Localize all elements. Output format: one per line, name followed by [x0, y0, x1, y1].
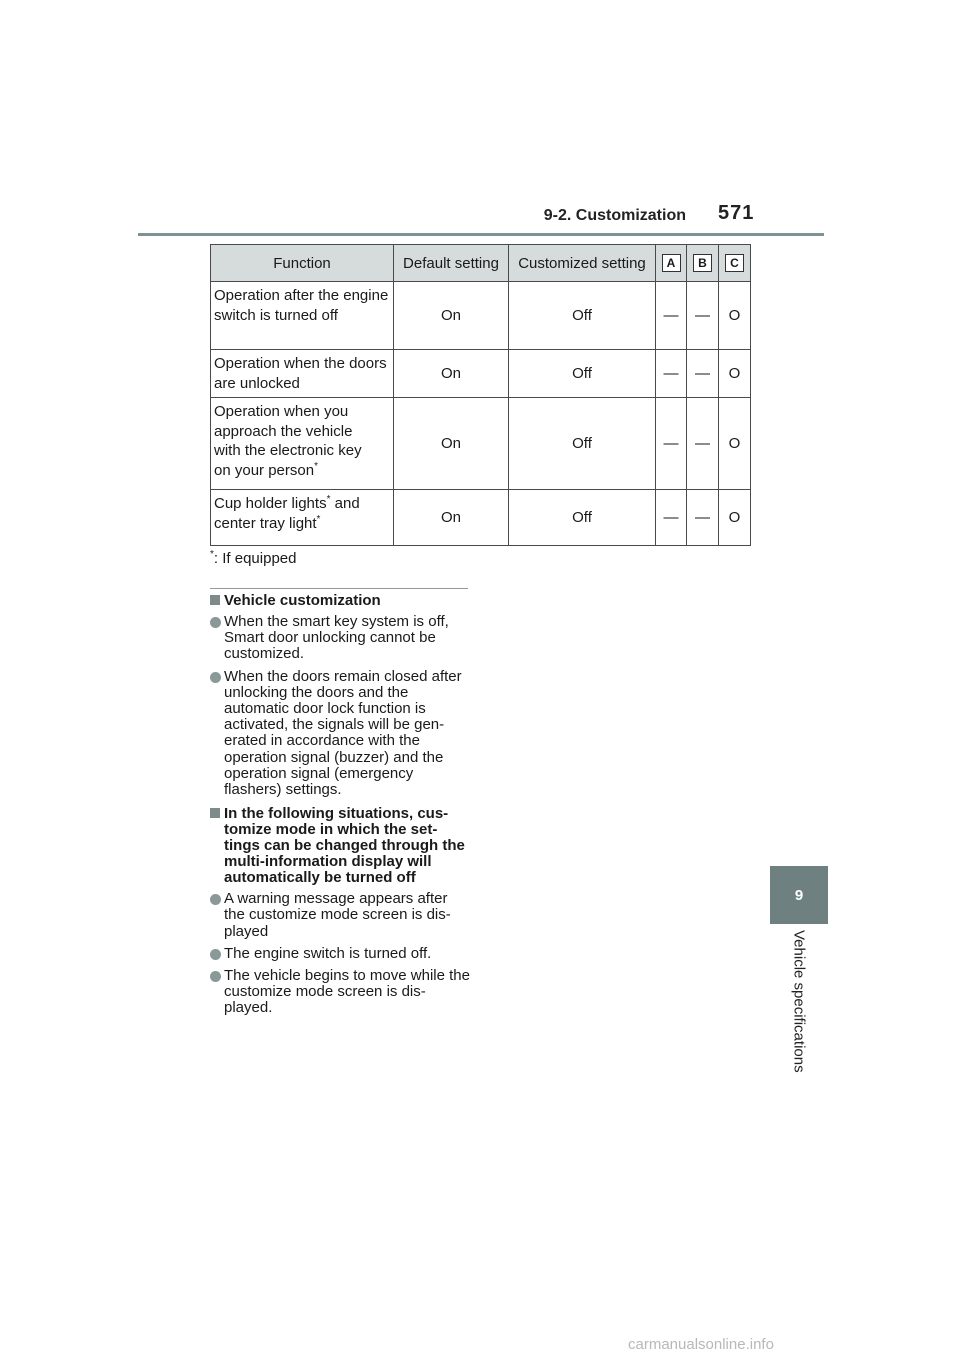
c-cell: O [719, 398, 751, 490]
bullet-text: A warning message appears after the customize mode screen is dis- played [224, 890, 451, 940]
notes-divider [210, 588, 468, 589]
customization-table [210, 244, 751, 546]
page-number: 571 [718, 202, 755, 224]
b-cell: — [687, 282, 719, 350]
a-cell: — [656, 282, 687, 350]
header-rule [138, 233, 824, 236]
chapter-tab[interactable] [770, 866, 828, 924]
heading-text: Vehicle customization [224, 592, 381, 609]
b-cell: — [687, 350, 719, 398]
bullet-dot-icon [210, 971, 221, 982]
watermark: carmanualsonline.info [628, 1336, 774, 1353]
function-cell [211, 490, 394, 546]
chapter-title: Vehicle specifications [790, 930, 808, 1073]
customized-cell: Off [509, 350, 656, 398]
square-bullet-icon [210, 595, 220, 605]
table-header-row [211, 245, 751, 282]
list-item [210, 891, 472, 940]
bullet-text: When the doors remain closed after unlocking the doors and the automatic door lock function is activated, the signals will be gen- erated in accordance with the operation signal (buzzer) and the operation signal (emergency flashers) settings. [224, 667, 462, 799]
function-text: and [330, 495, 360, 512]
function-text: Cup holder lights [214, 495, 327, 512]
notes-column [210, 593, 472, 1023]
customized-cell: Off [509, 490, 656, 546]
customized-cell: Off [509, 398, 656, 490]
list-item [210, 669, 472, 799]
bullet-text: The engine switch is turned off. [224, 944, 432, 962]
label-c-badge: C [725, 254, 744, 272]
function-line: on your person [214, 461, 315, 479]
default-cell: On [394, 490, 509, 546]
a-cell: — [656, 398, 687, 490]
a-cell: — [656, 490, 687, 546]
col-function: Function [211, 245, 394, 282]
col-a [656, 245, 687, 282]
label-b-badge: B [693, 254, 712, 272]
c-cell: O [719, 490, 751, 546]
default-cell: On [394, 350, 509, 398]
function-cell [211, 398, 394, 490]
b-cell: — [687, 398, 719, 490]
customized-cell: Off [509, 282, 656, 350]
label-a-badge: A [662, 254, 681, 272]
list-item [210, 946, 472, 962]
section-title: 9-2. Customization [543, 207, 686, 224]
table-row [211, 398, 751, 490]
square-bullet-icon [210, 808, 220, 818]
bullet-text: When the smart key system is off, Smart door unlocking cannot be customized. [224, 613, 449, 663]
table-row [211, 282, 751, 350]
col-b [687, 245, 719, 282]
bullet-dot-icon [210, 949, 221, 960]
col-c [719, 245, 751, 282]
a-cell: — [656, 350, 687, 398]
c-cell: O [719, 350, 751, 398]
section-heading-vehicle-customization [210, 593, 472, 609]
function-text: center tray light [214, 514, 317, 532]
bullet-dot-icon [210, 672, 221, 683]
c-cell: O [719, 282, 751, 350]
chapter-label [770, 930, 828, 1100]
col-default-setting: Default setting [394, 245, 509, 282]
table-row [211, 350, 751, 398]
table-row [211, 490, 751, 546]
footnote-marker: * [316, 513, 321, 525]
list-item [210, 614, 472, 663]
function-line: Operation when you [214, 403, 349, 420]
b-cell: — [687, 490, 719, 546]
list-item [210, 968, 472, 1017]
heading-text: In the following situations, cus- tomize mode in which the set- tings can be changed through the multi-information display will automatically be turned off [224, 805, 465, 887]
default-cell: On [394, 398, 509, 490]
function-line: with the electronic key [214, 442, 362, 459]
bullet-dot-icon [210, 894, 221, 905]
footnote-marker: * [210, 549, 214, 560]
bullet-dot-icon [210, 617, 221, 628]
footnote-marker: * [314, 460, 318, 472]
section-heading-customize-mode [210, 806, 472, 886]
chapter-number: 9 [794, 886, 804, 904]
function-cell: Operation after the engine switch is turned off [211, 282, 394, 350]
footnote-text: : If equipped [213, 550, 297, 567]
table-footnote [210, 550, 296, 567]
col-customized-setting: Customized setting [509, 245, 656, 282]
bullet-text: The vehicle begins to move while the customize mode screen is dis- played. [224, 967, 470, 1017]
function-line: approach the vehicle [214, 422, 353, 440]
default-cell: On [394, 282, 509, 350]
footnote-marker: * [326, 494, 331, 505]
function-cell: Operation when the doors are unlocked [211, 350, 394, 398]
